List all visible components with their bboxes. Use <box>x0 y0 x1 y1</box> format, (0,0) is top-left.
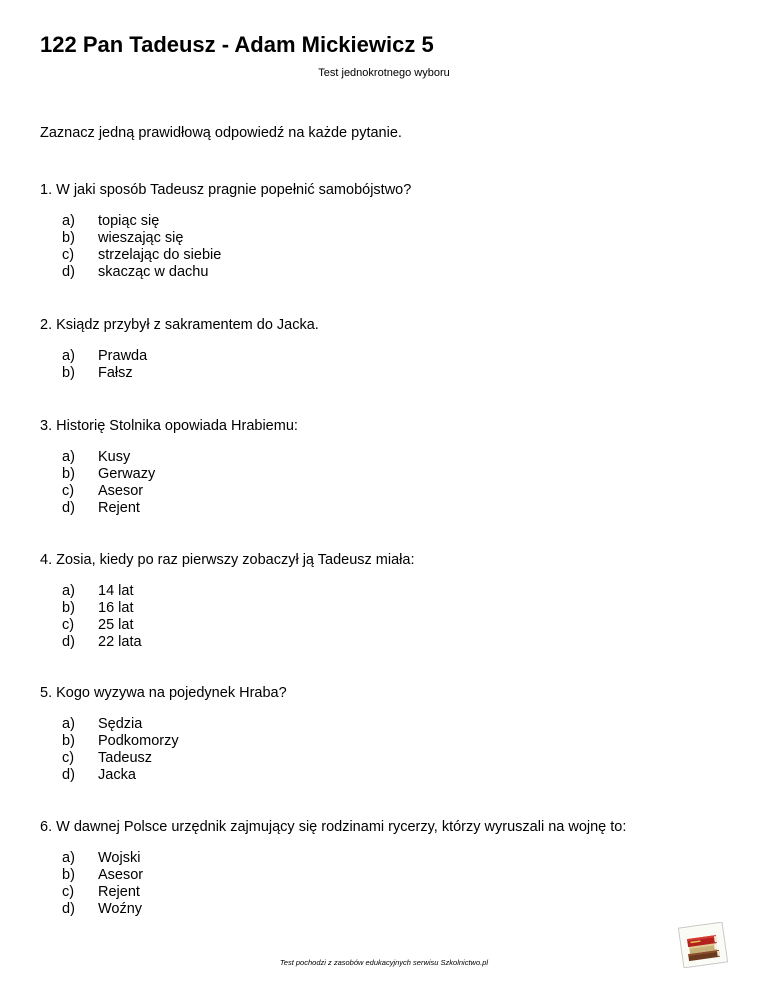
option-letter: d) <box>62 634 75 650</box>
answer-option[interactable] <box>40 750 287 767</box>
answer-option[interactable] <box>40 600 414 617</box>
answer-options <box>40 348 319 382</box>
question-4 <box>40 551 414 651</box>
option-letter: a) <box>62 583 75 599</box>
option-text: Sędzia <box>98 716 143 732</box>
option-text: skacząc w dachu <box>98 264 209 280</box>
answer-option[interactable] <box>40 867 626 884</box>
option-text: topiąc się <box>98 213 160 229</box>
option-letter: b) <box>62 365 75 381</box>
answer-options <box>40 850 626 918</box>
option-letter: b) <box>62 733 75 749</box>
option-letter: b) <box>62 867 75 883</box>
instruction-text: Zaznacz jedną prawidłową odpowiedź na każde pytanie. <box>40 125 402 141</box>
answer-option[interactable] <box>40 500 298 517</box>
option-text: Asesor <box>98 483 144 499</box>
question-3 <box>40 417 298 517</box>
question-6 <box>40 818 626 918</box>
question-text: 5. Kogo wyzywa na pojedynek Hraba? <box>40 685 287 701</box>
option-letter: b) <box>62 230 75 246</box>
option-text: 14 lat <box>98 583 134 599</box>
option-text: Kusy <box>98 449 131 465</box>
option-text: Prawda <box>98 348 148 364</box>
question-text: 1. W jaki sposób Tadeusz pragnie popełnić samobójstwo? <box>40 182 412 198</box>
answer-option[interactable] <box>40 247 411 264</box>
answer-option[interactable] <box>40 348 319 365</box>
question-text: 3. Historię Stolnika opowiada Hrabiemu: <box>40 418 298 434</box>
answer-option[interactable] <box>40 264 411 281</box>
question-5 <box>40 684 287 784</box>
option-text: Gerwazy <box>98 466 156 482</box>
answer-option[interactable] <box>40 733 287 750</box>
answer-option[interactable] <box>40 365 319 382</box>
answer-option[interactable] <box>40 483 298 500</box>
option-text: Jacka <box>98 767 136 783</box>
option-letter: b) <box>62 600 75 616</box>
answer-option[interactable] <box>40 850 626 867</box>
question-2 <box>40 316 319 382</box>
option-text: 25 lat <box>98 617 134 633</box>
answer-option[interactable] <box>40 617 414 634</box>
answer-option[interactable] <box>40 901 626 918</box>
option-letter: c) <box>62 483 75 499</box>
answer-option[interactable] <box>40 213 411 230</box>
answer-option[interactable] <box>40 634 414 651</box>
document-subtitle: Test jednokrotnego wyboru <box>318 67 450 79</box>
answer-option[interactable] <box>40 583 414 600</box>
option-letter: c) <box>62 617 75 633</box>
answer-option[interactable] <box>40 884 626 901</box>
option-letter: c) <box>62 247 75 263</box>
answer-option[interactable] <box>40 230 411 247</box>
option-text: Podkomorzy <box>98 733 179 749</box>
books-icon <box>678 922 728 968</box>
answer-options <box>40 716 287 784</box>
document-title: 122 Pan Tadeusz - Adam Mickiewicz 5 <box>40 32 434 57</box>
question-text: 4. Zosia, kiedy po raz pierwszy zobaczył ją Tadeusz miała: <box>40 552 415 568</box>
option-text: Tadeusz <box>98 750 153 766</box>
answer-option[interactable] <box>40 466 298 483</box>
option-text: strzelając do siebie <box>98 247 222 263</box>
answer-options <box>40 583 414 651</box>
question-text: 6. W dawnej Polsce urzędnik zajmujący się rodzinami rycerzy, którzy wyruszali na wojnę to: <box>40 819 627 835</box>
question-text: 2. Ksiądz przybył z sakramentem do Jacka. <box>40 317 319 333</box>
answer-option[interactable] <box>40 716 287 733</box>
option-text: Woźny <box>98 901 143 917</box>
answer-options <box>40 213 411 281</box>
option-text: Rejent <box>98 500 140 516</box>
option-letter: a) <box>62 850 75 866</box>
option-letter: a) <box>62 348 75 364</box>
option-text: Wojski <box>98 850 141 866</box>
answer-option[interactable] <box>40 767 287 784</box>
option-letter: d) <box>62 901 75 917</box>
option-letter: d) <box>62 767 75 783</box>
option-text: Rejent <box>98 884 140 900</box>
option-letter: d) <box>62 264 75 280</box>
option-text: Fałsz <box>98 365 133 381</box>
option-letter: c) <box>62 884 75 900</box>
document-footer: Test pochodzi z zasobów edukacyjnych serwisu Szkolnictwo.pl <box>279 958 489 967</box>
option-letter: c) <box>62 750 75 766</box>
option-letter: d) <box>62 500 75 516</box>
option-text: 16 lat <box>98 600 134 616</box>
answer-options <box>40 449 298 517</box>
answer-option[interactable] <box>40 449 298 466</box>
option-letter: b) <box>62 466 75 482</box>
option-letter: a) <box>62 449 75 465</box>
option-text: 22 lata <box>98 634 142 650</box>
option-text: Asesor <box>98 867 144 883</box>
question-1 <box>40 181 411 281</box>
option-text: wieszając się <box>98 230 184 246</box>
option-letter: a) <box>62 716 75 732</box>
option-letter: a) <box>62 213 75 229</box>
